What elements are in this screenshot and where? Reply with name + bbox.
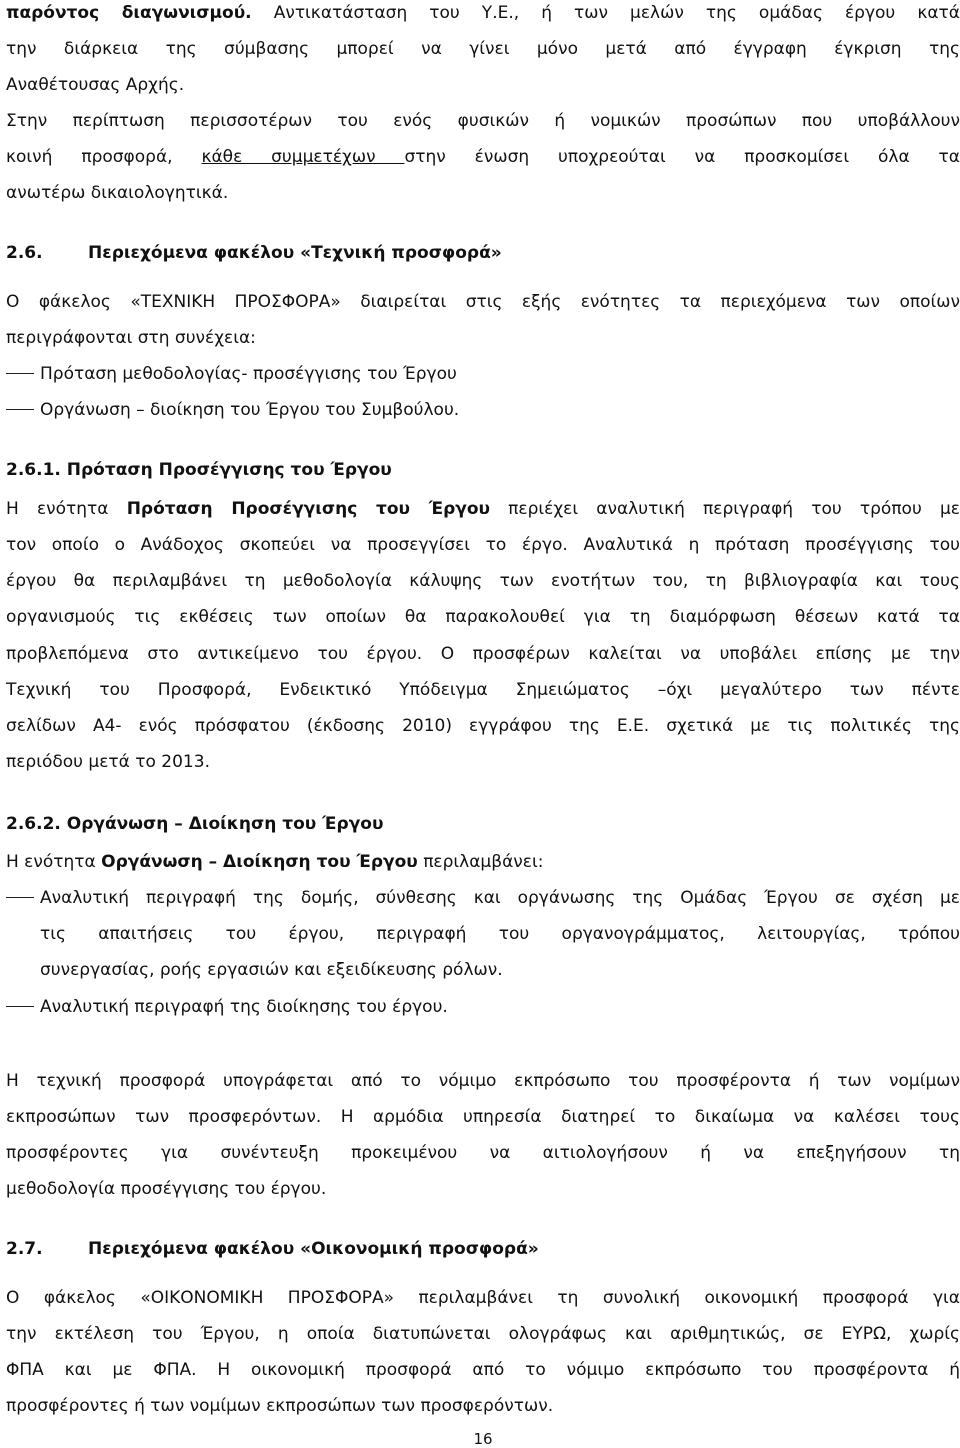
list-item: Αναλυτική περιγραφή της δομής, σύνθεσης και οργάνωσης της Ομάδας Έργου σε σχέση με — [6, 887, 960, 909]
paragraph-line: Αναθέτουσας Αρχής. — [6, 75, 185, 95]
list-item: Οργάνωση – διοίκηση του Έργου του Συμβούλου. — [6, 399, 459, 421]
paragraph-line: παρόντος διαγωνισμού. Αντικατάσταση του Υ.Ε., ή των μελών της ομάδας έργου κατά — [6, 3, 960, 23]
paragraph-line: οργανισμούς τις εκθέσεις των οποίων θα παρακολουθεί για τη διαμόρφωση θέσεων κατά τα — [6, 607, 960, 627]
dash-bullet-icon — [6, 1006, 34, 1007]
document-page — [6, 0, 960, 1448]
paragraph-line: προσφέροντες για συνέντευξη προκειμένου να αιτιολογήσουν ή να επεξηγήσουν τη — [6, 1143, 960, 1163]
paragraph-line: την διάρκεια της σύμβασης μπορεί να γίνει μόνο μετά από έγγραφη έγκριση της — [6, 39, 960, 59]
subsection-heading: 2.6.2. Οργάνωση – Διοίκηση του Έργου — [6, 814, 384, 834]
dash-bullet-icon — [6, 409, 34, 410]
list-item-continuation: τις απαιτήσεις του έργου, περιγραφή του οργανογράμματος, λειτουργίας, τρόπου — [40, 924, 960, 944]
paragraph-line: Η ενότητα Οργάνωση – Διοίκηση του Έργου περιλαμβάνει: — [6, 852, 544, 872]
dash-bullet-icon — [6, 897, 34, 898]
paragraph-line: προσφέροντες ή των νομίμων εκπροσώπων των προσφερόντων. — [6, 1396, 554, 1416]
list-item: Αναλυτική περιγραφή της διοίκησης του έργου. — [6, 996, 448, 1018]
dash-bullet-icon — [6, 373, 34, 374]
list-item-continuation: συνεργασίας, ροής εργασιών και εξειδίκευσης ρόλων. — [40, 960, 503, 980]
paragraph-line: έργου θα περιλαμβάνει τη μεθοδολογία κάλυψης των ενοτήτων του, τη βιβλιογραφία και τους — [6, 571, 960, 591]
paragraph-line: μεθοδολογία προσέγγισης του έργου. — [6, 1179, 327, 1199]
paragraph-line: την εκτέλεση του Έργου, η οποία διατυπώνεται ολογράφως και αριθμητικώς, σε ΕΥΡΩ, χωρίς — [6, 1324, 960, 1344]
subsection-heading: 2.6.1. Πρόταση Προσέγγισης του Έργου — [6, 460, 392, 480]
paragraph-line: περιόδου μετά το 2013. — [6, 752, 210, 772]
paragraph-line: σελίδων Α4- ενός πρόσφατου (έκδοσης 2010) εγγράφου της Ε.Ε. σχετικά με τις πολιτικές της — [6, 716, 960, 736]
paragraph-line: Στην περίπτωση περισσοτέρων του ενός φυσικών ή νομικών προσώπων που υποβάλλουν — [6, 111, 960, 131]
paragraph-line: κοινή προσφορά, κάθε συμμετέχων στην ένωση υποχρεούται να προσκομίσει όλα τα — [6, 147, 960, 167]
paragraph-line: Ο φάκελος «ΟΙΚΟΝΟΜΙΚΗ ΠΡΟΣΦΟΡΑ» περιλαμβάνει τη συνολική οικονομική προσφορά για — [6, 1288, 960, 1308]
paragraph-line: περιγράφονται στη συνέχεια: — [6, 328, 256, 348]
paragraph-line: ΦΠΑ και με ΦΠΑ. Η οικονομική προσφορά από το νόμιμο εκπρόσωπο του προσφέροντα ή — [6, 1360, 960, 1380]
page-number: 16 — [473, 1430, 493, 1448]
paragraph-line: ανωτέρω δικαιολογητικά. — [6, 183, 229, 203]
paragraph-line: Ο φάκελος «ΤΕΧΝΙΚΗ ΠΡΟΣΦΟΡΑ» διαιρείται στις εξής ενότητες τα περιεχόμενα των οποίων — [6, 292, 960, 312]
paragraph-line: Η τεχνική προσφορά υπογράφεται από το νόμιμο εκπρόσωπο του προσφέροντα ή των νομίμων — [6, 1071, 960, 1091]
paragraph-line: τον οποίο ο Ανάδοχος σκοπεύει να προσεγγίσει το έργο. Αναλυτικά η πρόταση προσέγγισης του — [6, 535, 960, 555]
paragraph-line: εκπροσώπων των προσφερόντων. Η αρμόδια υπηρεσία διατηρεί το δικαίωμα να καλέσει τους — [6, 1107, 960, 1127]
paragraph-line: Τεχνική του Προσφορά, Ενδεικτικό Υπόδειγμα Σημειώματος –όχι μεγαλύτερο των πέντε — [6, 680, 960, 700]
paragraph-line: προβλεπόμενα στο αντικείμενο του έργου. Ο προσφέρων καλείται να υποβάλει επίσης με την — [6, 644, 960, 664]
section-heading: 2.6. Περιεχόμενα φακέλου «Τεχνική προσφορά» — [6, 243, 502, 263]
section-heading: 2.7. Περιεχόμενα φακέλου «Οικονομική προσφορά» — [6, 1239, 539, 1259]
list-item: Πρόταση μεθοδολογίας- προσέγγισης του Έργου — [6, 363, 457, 385]
paragraph-line: Η ενότητα Πρόταση Προσέγγισης του Έργου περιέχει αναλυτική περιγραφή του τρόπου με — [6, 499, 960, 519]
